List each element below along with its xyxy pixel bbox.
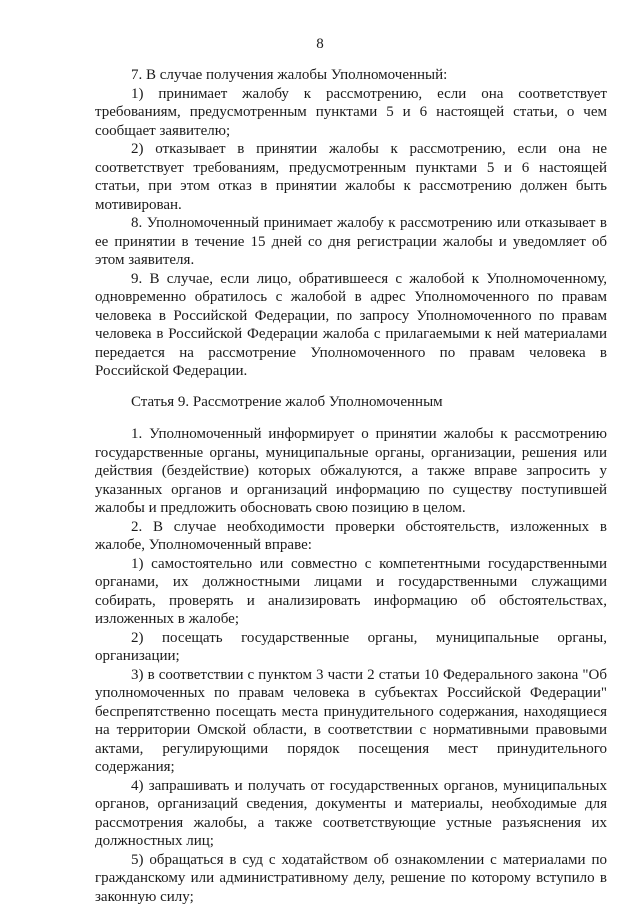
article9-paragraph-2: 2. В случае необходимости проверки обстоятельств, изложенных в жалобе, Уполномоченный вправе: [95,518,607,555]
paragraph-8: 8. Уполномоченный принимает жалобу к рассмотрению или отказывает в ее принятии в течение 15 дней со дня регистрации жалобы и уведомляет об этом заявителя. [95,214,607,270]
paragraph-9: 9. В случае, если лицо, обратившееся с жалобой к Уполномоченному, одновременно обратилось с жалобой в адрес Уполномоченного по правам человека в Российской Федерации, по запросу Уполномоченного по правам человека в Российской Федерации жалоба с прилагаемыми к ней материалами передается на рассмотрение Уполномоченного по правам человека в Российской Федерации. [95,270,607,381]
article9-item-5: 5) обращаться в суд с ходатайством об ознакомлении с материалами по гражданскому или административному делу, решение по которому вступило в законную силу; [95,851,607,906]
article9-item-3: 3) в соответствии с пунктом 3 части 2 статьи 10 Федерального закона "Об уполномоченных по правам человека в субъектах Российской Федерации" беспрепятственно посещать места принудительного содержания, находящиеся на территории Омской области, в соответствии с нормативными правовыми актами, регулирующими порядок посещения мест принудительного содержания; [95,666,607,777]
article9-item-4: 4) запрашивать и получать от государственных органов, муниципальных органов, организаций сведения, документы и материалы, необходимые для рассмотрения жалобы, а также соответствующие устные разъяснения их должностных лиц; [95,777,607,851]
paragraph-7: 7. В случае получения жалобы Уполномоченный: [95,66,607,85]
article9-item-1: 1) самостоятельно или совместно с компетентными государственными органами, их должностными лицами и государственными служащими собирать, проверять и анализировать информацию об обстоятельствах, изложенных в жалобе; [95,555,607,629]
page-number: 8 [0,36,640,53]
paragraph-7-2: 2) отказывает в принятии жалобы к рассмотрению, если она не соответствует требованиям, предусмотренным пунктами 5 и 6 настоящей статьи, при этом отказ в принятии жалобы к рассмотрению должен быть мотивирован. [95,140,607,214]
paragraph-7-1: 1) принимает жалобу к рассмотрению, если она соответствует требованиям, предусмотренным пунктами 5 и 6 настоящей статьи, о чем сообщает заявителю; [95,85,607,141]
document-body [95,66,607,906]
article9-paragraph-1: 1. Уполномоченный информирует о принятии жалобы к рассмотрению государственные органы, муниципальные органы, организации, решения или действия (бездействие) которых обжалуются, а также вправе запросить у указанных органов и организаций информацию по существу поступившей жалобы и предложить обосновать свою позицию в целом. [95,425,607,518]
article-heading: Статья 9. Рассмотрение жалоб Уполномоченным [95,393,607,412]
article9-item-2: 2) посещать государственные органы, муниципальные органы, организации; [95,629,607,666]
